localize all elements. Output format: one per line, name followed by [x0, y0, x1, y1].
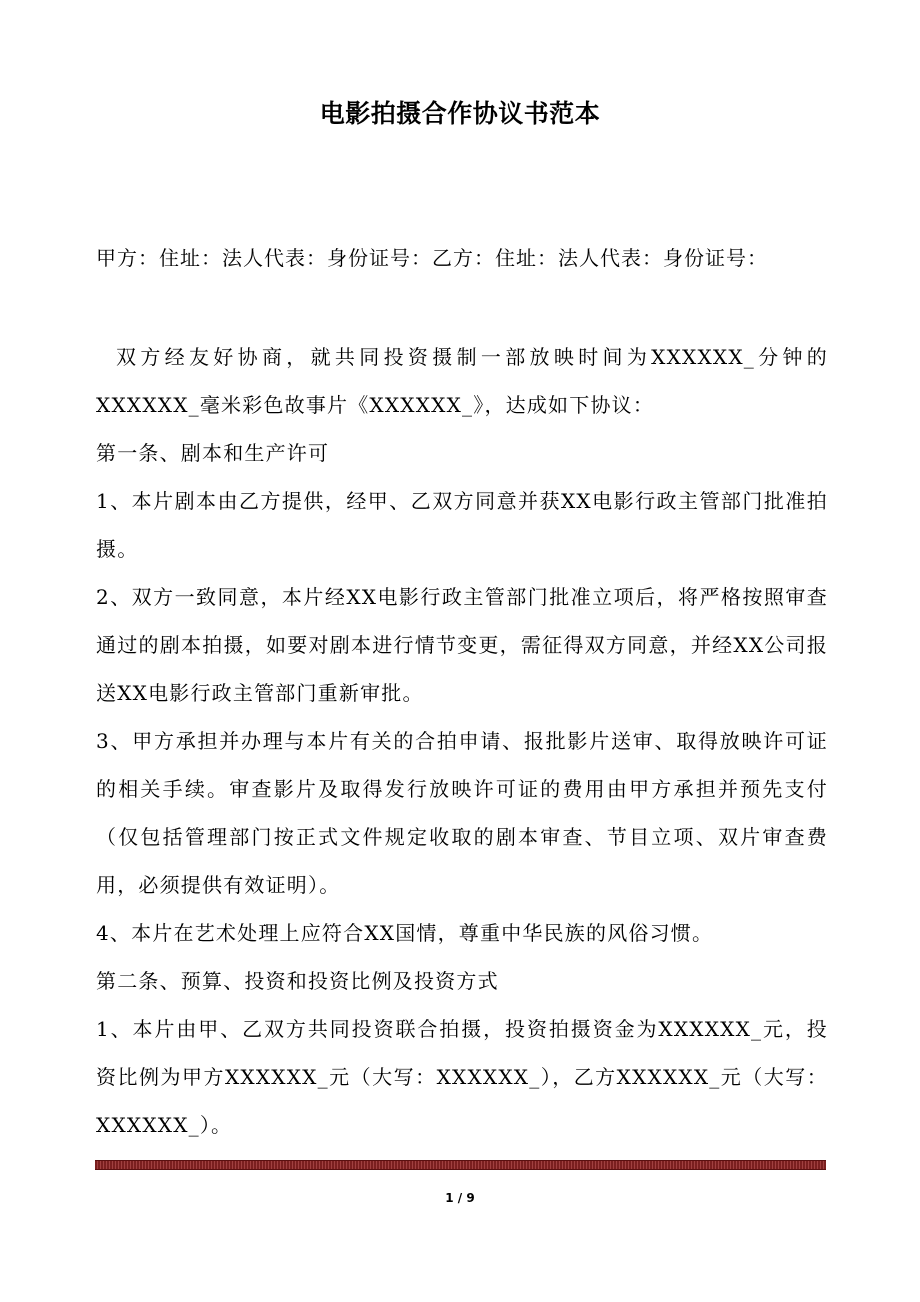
footer-divider	[95, 1160, 826, 1170]
clause-paragraph: 4、本片在艺术处理上应符合XX国情，尊重中华民族的风俗习惯。	[96, 921, 714, 945]
document-title: 电影拍摄合作协议书范本	[319, 99, 601, 128]
clause-paragraph: 3、甲方承担并办理与本片有关的合拍申请、报批影片送审、取得放映许可证的相关手续。审查影片及取得发行放映许可证的费用由甲方承担并预先支付（仅包括管理部门按正式文件规定收取的剧本审查、节目立项、双片审查费用，必须提供有效证明）。	[96, 729, 828, 897]
article-heading-1: 第一条、剧本和生产许可	[96, 441, 330, 465]
intro-paragraph: 双方经友好协商，就共同投资摄制一部放映时间为XXXXXX_分钟的XXXXXX_毫米彩色故事片《XXXXXX_》，达成如下协议：	[96, 345, 828, 417]
page-number: 1 / 9	[445, 1191, 475, 1205]
clause-paragraph: 1、本片剧本由乙方提供，经甲、乙双方同意并获XX电影行政主管部门批准拍摄。	[96, 489, 828, 561]
document-body	[96, 333, 828, 1149]
clause-paragraph: 2、双方一致同意，本片经XX电影行政主管部门批准立项后，将严格按照审查通过的剧本拍摄，如要对剧本进行情节变更，需征得双方同意，并经XX公司报送XX电影行政主管部门重新审批。	[96, 585, 828, 705]
parties-line: 甲方：住址：法人代表：身份证号：乙方：住址：法人代表：身份证号：	[96, 246, 768, 270]
article-heading-2: 第二条、预算、投资和投资比例及投资方式	[96, 969, 499, 993]
clause-paragraph: 1、本片由甲、乙双方共同投资联合拍摄，投资拍摄资金为XXXXXX_元，投资比例为甲方XXXXXX_元（大写：XXXXXX_），乙方XXXXXX_元（大写：XXXXXX_）。	[96, 1017, 828, 1137]
